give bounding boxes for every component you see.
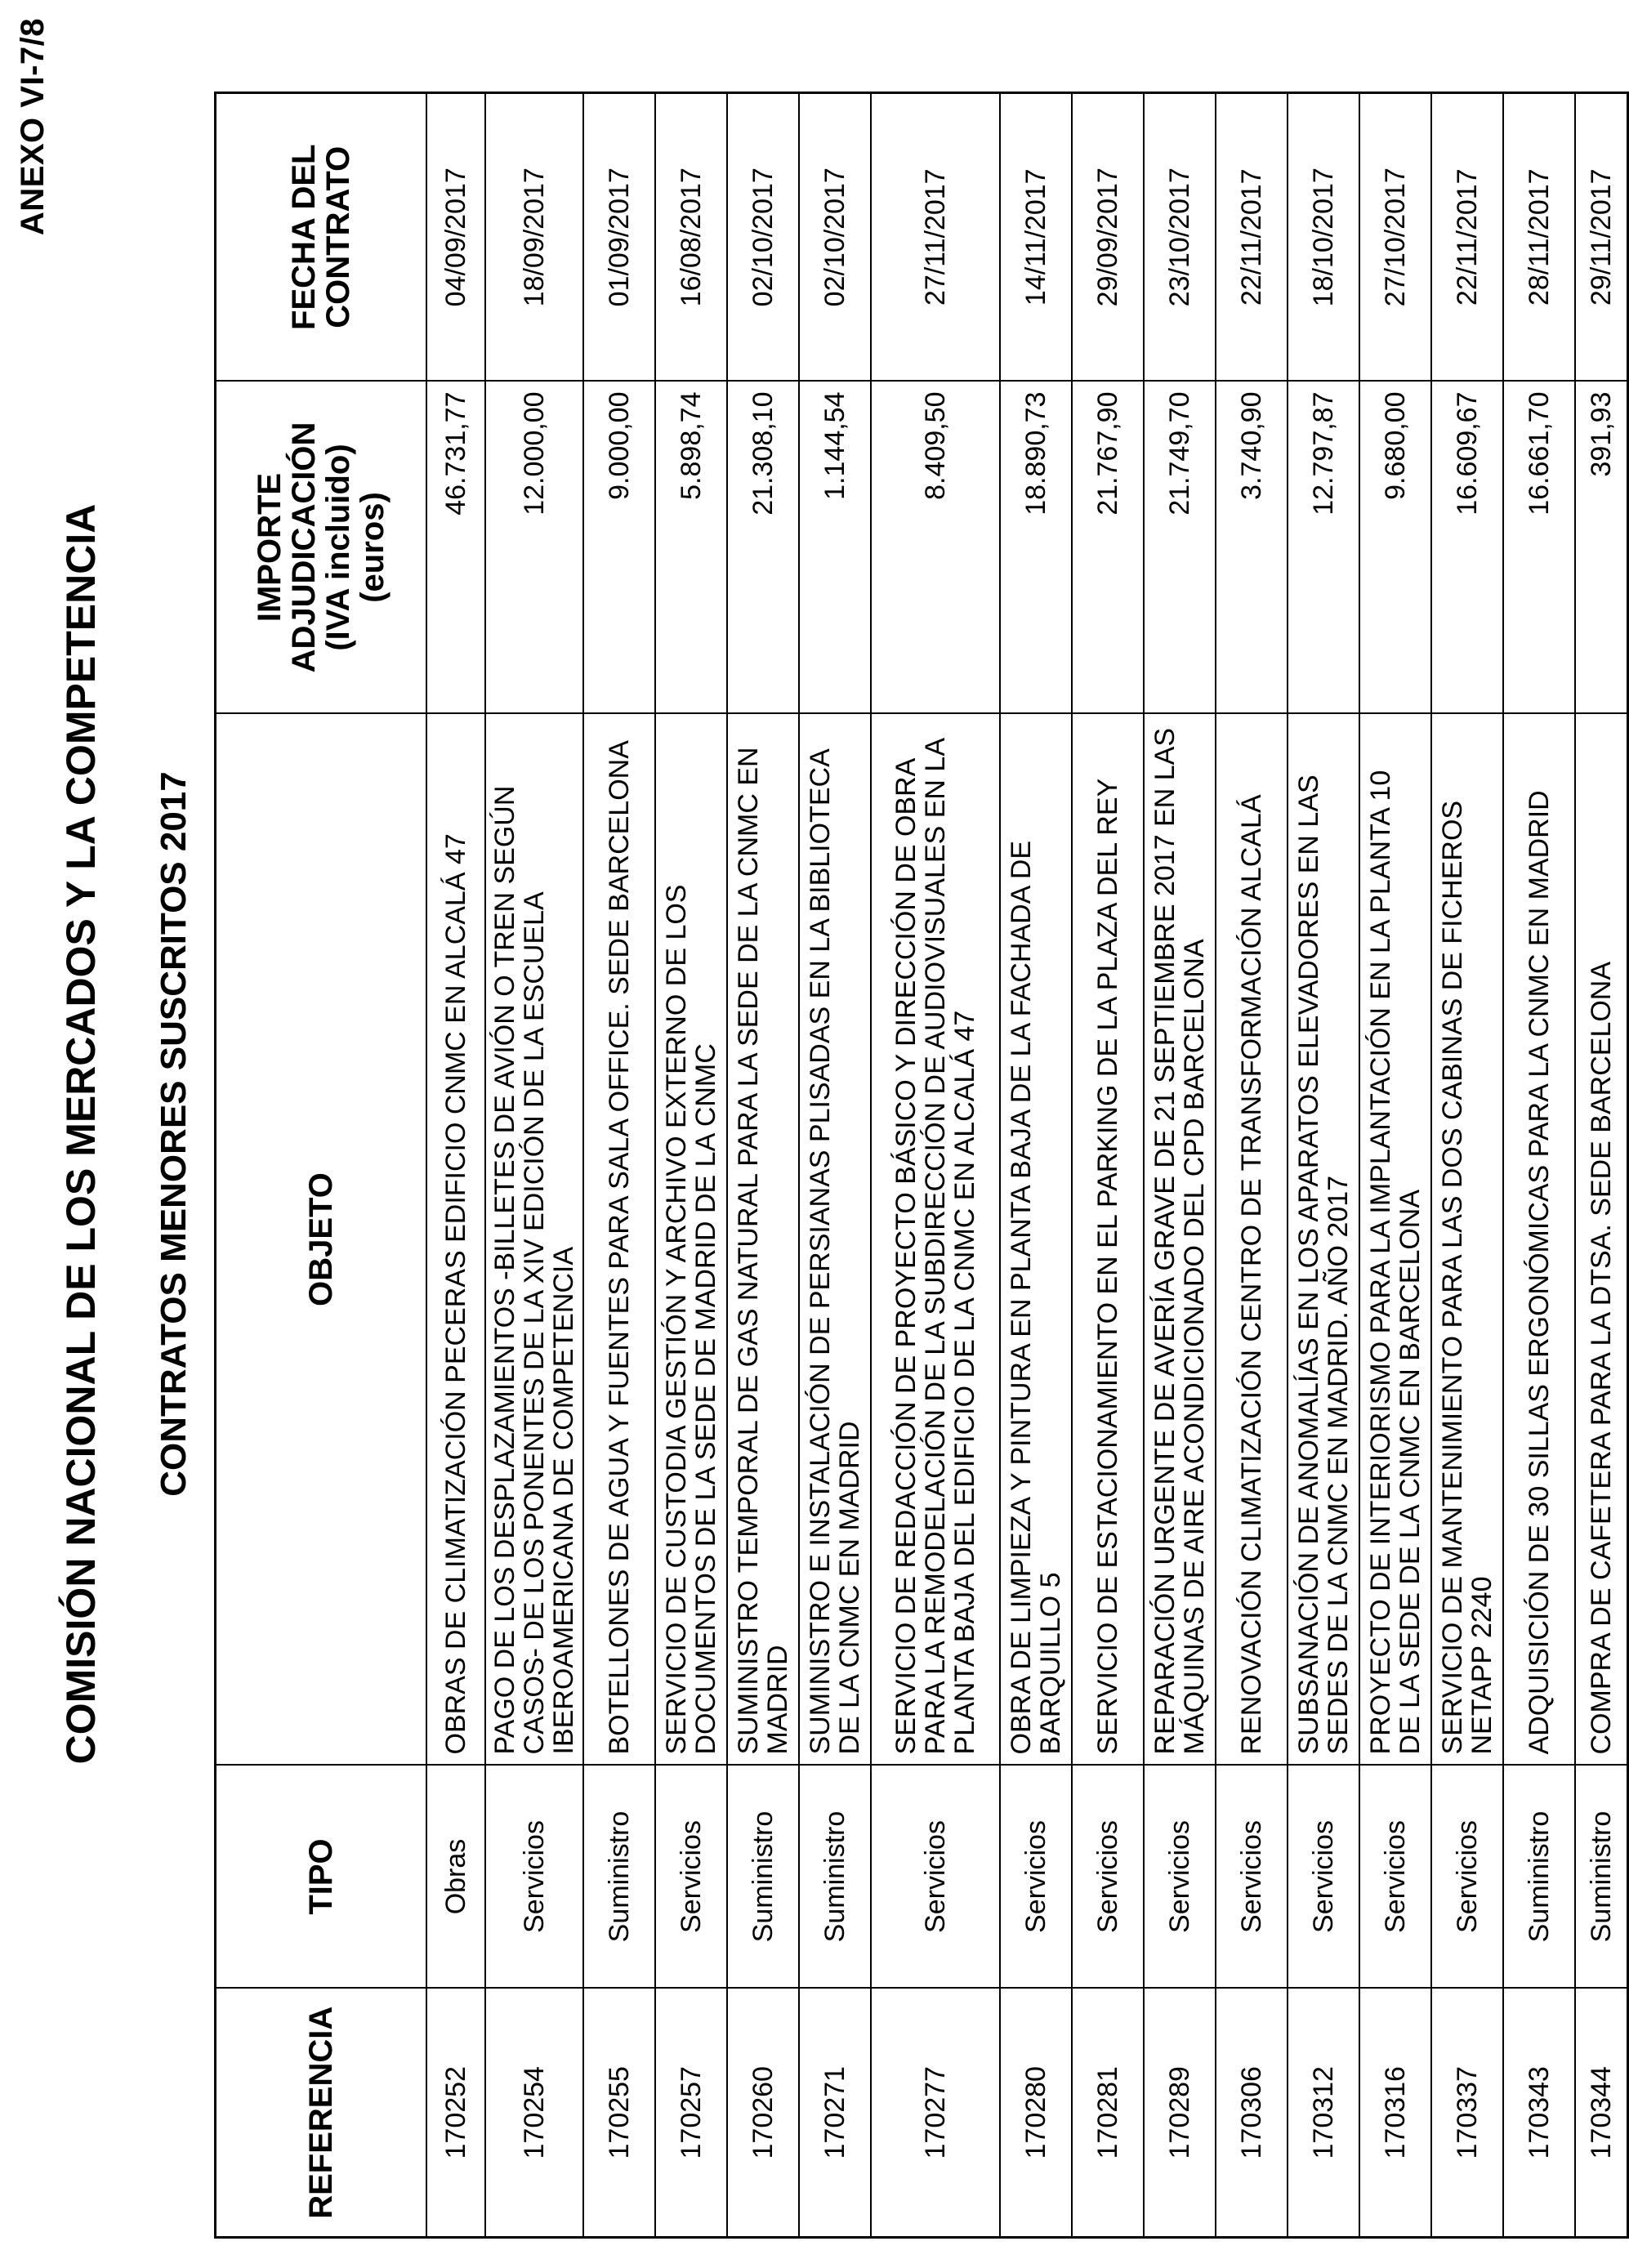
page-subtitle: CONTRATOS MENORES SUSCRITOS 2017 [154, 771, 194, 1497]
cell-objeto: BOTELLONES DE AGUA Y FUENTES PARA SALA OFFICE. SEDE BARCELONA [583, 714, 655, 1766]
cell-tipo: Servicios [655, 1766, 727, 1989]
table-row [1359, 93, 1431, 2238]
importe-header-line-2: ADJUDICACIÓN [286, 422, 322, 673]
cell-referencia: 170255 [583, 1989, 655, 2238]
cell-fecha: 18/10/2017 [1288, 93, 1359, 382]
cell-importe: 12.000,00 [485, 382, 583, 714]
cell-tipo: Servicios [1072, 1766, 1144, 1989]
column-header-referencia: REFERENCIA [216, 1989, 427, 2238]
cell-tipo: Servicios [1000, 1766, 1072, 1989]
cell-referencia: 170281 [1072, 1989, 1144, 2238]
cell-objeto: PROYECTO DE INTERIORISMO PARA LA IMPLANTACIÓN EN LA PLANTA 10 DE LA SEDE DE LA CNMC EN BARCELONA [1359, 714, 1431, 1766]
importe-header-line-4: (euros) [355, 492, 391, 603]
table-header [216, 93, 427, 2238]
cell-referencia: 170289 [1144, 1989, 1216, 2238]
annex-label: ANEXO VI-7/8 [15, 18, 51, 236]
cell-importe: 12.797,87 [1288, 382, 1359, 714]
table-body [426, 93, 1627, 2238]
cell-referencia: 170271 [799, 1989, 871, 2238]
cell-objeto: ADQUISICIÓN DE 30 SILLAS ERGONÓMICAS PARA LA CNMC EN MADRID [1503, 714, 1575, 1766]
column-header-fecha [216, 93, 427, 382]
cell-referencia: 170277 [871, 1989, 1000, 2238]
cell-tipo: Servicios [871, 1766, 1000, 1989]
table-row [1072, 93, 1144, 2238]
cell-fecha: 22/11/2017 [1431, 93, 1503, 382]
cell-tipo: Suministro [1575, 1766, 1627, 1989]
cell-objeto: OBRAS DE CLIMATIZACIÓN PECERAS EDIFICIO CNMC EN ALCALÁ 47 [426, 714, 485, 1766]
cell-tipo: Servicios [1359, 1766, 1431, 1989]
fecha-header-line-2: CONTRATO [320, 145, 356, 328]
importe-header-line-1: IMPORTE [252, 472, 288, 623]
cell-importe: 21.749,70 [1144, 382, 1216, 714]
column-header-tipo: TIPO [216, 1766, 427, 1989]
cell-fecha: 01/09/2017 [583, 93, 655, 382]
cell-referencia: 170312 [1288, 1989, 1359, 2238]
cell-importe: 1.144,54 [799, 382, 871, 714]
cell-fecha: 27/11/2017 [871, 93, 1000, 382]
cell-objeto: SUBSANACIÓN DE ANOMALÍAS EN LOS APARATOS ELEVADORES EN LAS SEDES DE LA CNMC EN MADRID. AÑO 2017 [1288, 714, 1359, 1766]
cell-fecha: 28/11/2017 [1503, 93, 1575, 382]
column-header-objeto: OBJETO [216, 714, 427, 1766]
cell-importe: 9.000,00 [583, 382, 655, 714]
cell-tipo: Suministro [583, 1766, 655, 1989]
table-row [583, 93, 655, 2238]
cell-objeto: SUMINISTRO E INSTALACIÓN DE PERSIANAS PLISADAS EN LA BIBLIOTECA DE LA CNMC EN MADRID [799, 714, 871, 1766]
cell-importe: 21.308,10 [727, 382, 799, 714]
cell-objeto: COMPRA DE CAFETERA PARA LA DTSA. SEDE BARCELONA [1575, 714, 1627, 1766]
cell-tipo: Servicios [1431, 1766, 1503, 1989]
cell-objeto: SERVICIO DE REDACCIÓN DE PROYECTO BÁSICO Y DIRECCIÓN DE OBRA PARA LA REMODELACIÓN DE LA SUBDIRECCIÓN DE AUDIOVISUALES EN LA PLANTA BAJA DEL EDIFICIO DE LA CNMC EN ALCALÁ 47 [871, 714, 1000, 1766]
cell-tipo: Obras [426, 1766, 485, 1989]
table-row [1575, 93, 1627, 2238]
cell-tipo: Servicios [485, 1766, 583, 1989]
cell-referencia: 170280 [1000, 1989, 1072, 2238]
cell-importe: 3.740,90 [1216, 382, 1288, 714]
cell-importe: 391,93 [1575, 382, 1627, 714]
cell-referencia: 170337 [1431, 1989, 1503, 2238]
table-row [1216, 93, 1288, 2238]
cell-objeto: RENOVACIÓN CLIMATIZACIÓN CENTRO DE TRANSFORMACIÓN ALCALÁ [1216, 714, 1288, 1766]
cell-fecha: 29/09/2017 [1072, 93, 1144, 382]
cell-fecha: 23/10/2017 [1144, 93, 1216, 382]
cell-fecha: 02/10/2017 [727, 93, 799, 382]
table-row [655, 93, 727, 2238]
cell-importe: 5.898,74 [655, 382, 727, 714]
table-row [426, 93, 485, 2238]
cell-importe: 16.661,70 [1503, 382, 1575, 714]
table-row [871, 93, 1000, 2238]
cell-objeto: SUMINISTRO TEMPORAL DE GAS NATURAL PARA LA SEDE DE LA CNMC EN MADRID [727, 714, 799, 1766]
cell-fecha: 18/09/2017 [485, 93, 583, 382]
cell-referencia: 170344 [1575, 1989, 1627, 2238]
cell-referencia: 170254 [485, 1989, 583, 2238]
cell-importe: 46.731,77 [426, 382, 485, 714]
column-header-importe [216, 382, 427, 714]
page-title: COMISIÓN NACIONAL DE LOS MERCADOS Y LA COMPETENCIA [58, 503, 104, 1765]
cell-objeto: SERVICIO DE ESTACIONAMIENTO EN EL PARKING DE LA PLAZA DEL REY [1072, 714, 1144, 1766]
table-row [1144, 93, 1216, 2238]
cell-tipo: Suministro [727, 1766, 799, 1989]
cell-referencia: 170343 [1503, 1989, 1575, 2238]
header-row [216, 93, 427, 2238]
fecha-header-line-1: FECHA DEL [286, 144, 322, 330]
cell-referencia: 170257 [655, 1989, 727, 2238]
cell-tipo: Suministro [1503, 1766, 1575, 1989]
table-row [1431, 93, 1503, 2238]
table-row [1288, 93, 1359, 2238]
cell-fecha: 04/09/2017 [426, 93, 485, 382]
table-row [1503, 93, 1575, 2238]
cell-fecha: 14/11/2017 [1000, 93, 1072, 382]
cell-objeto: SERVICIO DE CUSTODIA GESTIÓN Y ARCHIVO EXTERNO DE LOS DOCUMENTOS DE LA SEDE DE MADRID DE LA CNMC [655, 714, 727, 1766]
table-row [485, 93, 583, 2238]
cell-fecha: 16/08/2017 [655, 93, 727, 382]
cell-importe: 21.767,90 [1072, 382, 1144, 714]
cell-objeto: SERVICIO DE MANTENIMIENTO PARA LAS DOS CABINAS DE FICHEROS NETAPP 2240 [1431, 714, 1503, 1766]
cell-importe: 9.680,00 [1359, 382, 1431, 714]
cell-importe: 16.609,67 [1431, 382, 1503, 714]
table-row [799, 93, 871, 2238]
cell-tipo: Suministro [799, 1766, 871, 1989]
cell-tipo: Servicios [1288, 1766, 1359, 1989]
cell-objeto: REPARACIÓN URGENTE DE AVERÍA GRAVE DE 21 SEPTIEMBRE 2017 EN LAS MÁQUINAS DE AIRE ACONDICIONADO DEL CPD BARCELONA [1144, 714, 1216, 1766]
cell-referencia: 170260 [727, 1989, 799, 2238]
cell-referencia: 170252 [426, 1989, 485, 2238]
cell-objeto: OBRA DE LIMPIEZA Y PINTURA EN PLANTA BAJA DE LA FACHADA DE BARQUILLO 5 [1000, 714, 1072, 1766]
cell-importe: 8.409,50 [871, 382, 1000, 714]
cell-importe: 18.890,73 [1000, 382, 1072, 714]
cell-objeto: PAGO DE LOS DESPLAZAMIENTOS -BILLETES DE AVIÓN O TREN SEGÚN CASOS- DE LOS PONENTES DE LA XIV EDICIÓN DE LA ESCUELA IBEROAMERICANA DE COMPETENCIA [485, 714, 583, 1766]
contracts-table [214, 92, 1629, 2239]
cell-tipo: Servicios [1144, 1766, 1216, 1989]
cell-fecha: 22/11/2017 [1216, 93, 1288, 382]
cell-fecha: 27/10/2017 [1359, 93, 1431, 382]
cell-fecha: 02/10/2017 [799, 93, 871, 382]
table-row [727, 93, 799, 2238]
table-row [1000, 93, 1072, 2238]
cell-tipo: Servicios [1216, 1766, 1288, 1989]
cell-referencia: 170306 [1216, 1989, 1288, 2238]
importe-header-line-3: (IVA incluido) [320, 444, 356, 651]
cell-fecha: 29/11/2017 [1575, 93, 1627, 382]
cell-referencia: 170316 [1359, 1989, 1431, 2238]
